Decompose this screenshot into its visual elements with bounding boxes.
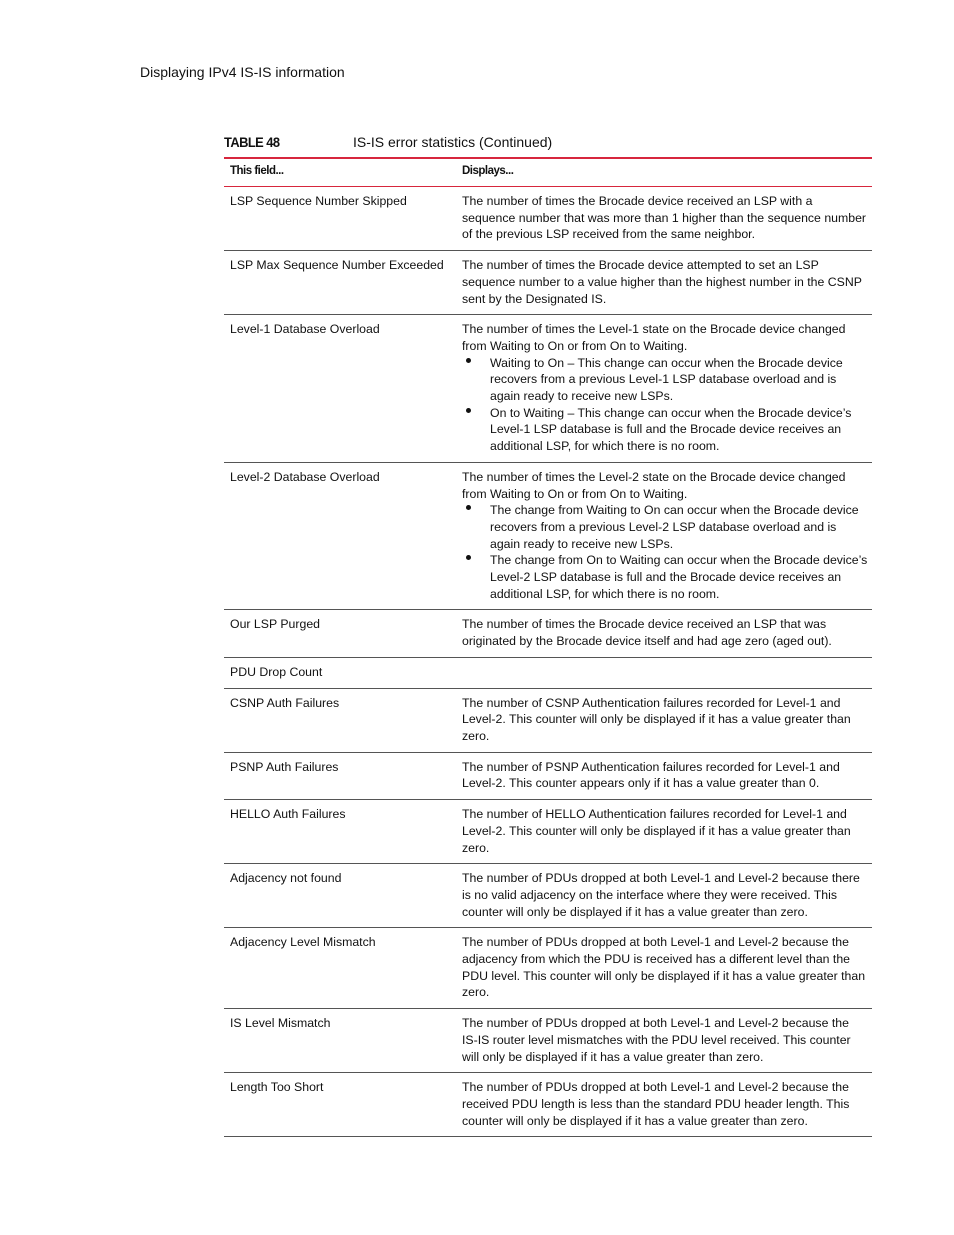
description-cell bbox=[456, 1015, 872, 1065]
table-row bbox=[224, 753, 872, 800]
description-cell bbox=[456, 870, 872, 920]
description-text: The number of times the Level-2 state on the Brocade device changed from Waiting to On or from On to Waiting. bbox=[462, 469, 846, 501]
field-name-cell: IS Level Mismatch bbox=[230, 1016, 331, 1031]
table-body bbox=[224, 187, 872, 1137]
field-name-cell: Adjacency Level Mismatch bbox=[230, 935, 376, 950]
description-cell bbox=[456, 934, 872, 1001]
bullet-list bbox=[462, 502, 868, 602]
field-name-cell: PSNP Auth Failures bbox=[230, 759, 339, 774]
description-text: The number of times the Brocade device attempted to set an LSP sequence number to a value higher than the highest number in the CSNP sent by the Designated IS. bbox=[462, 258, 862, 306]
field-name-cell: Adjacency not found bbox=[230, 871, 342, 886]
table-title: IS-IS error statistics (Continued) bbox=[353, 134, 553, 150]
field-name-cell: LSP Sequence Number Skipped bbox=[230, 194, 407, 208]
table-row bbox=[224, 800, 872, 864]
table-caption bbox=[224, 134, 872, 152]
table-row bbox=[224, 864, 872, 928]
table-row bbox=[224, 610, 872, 657]
description-text: The number of PDUs dropped at both Level-1 and Level-2 because there is no valid adjacency on the interface where they were received. This counter will only be displayed if it has a value greater than zero. bbox=[462, 871, 860, 919]
field-name-cell: PDU Drop Count bbox=[230, 664, 323, 679]
description-text: The number of PDUs dropped at both Level-1 and Level-2 because the received PDU length is less than the standard PDU header length. This counter will only be displayed if it has a value greater than zero. bbox=[462, 1080, 850, 1128]
column-header-field: This field... bbox=[230, 165, 284, 177]
description-text: The number of PDUs dropped at both Level-1 and Level-2 because the adjacency from which the PDU is received has a different level than the PDU level. This counter will only be displayed if it has a value greater than zero. bbox=[462, 935, 866, 1000]
field-name-cell: Level-1 Database Overload bbox=[230, 322, 380, 337]
table-row bbox=[224, 928, 872, 1009]
bullet-item: The change from Waiting to On can occur when the Brocade device recovers from a previous Level-2 LSP database overload and is again ready to receive new LSPs. bbox=[462, 502, 868, 552]
running-head: Displaying IPv4 IS-IS information bbox=[140, 64, 345, 80]
description-cell bbox=[456, 469, 872, 603]
table-row bbox=[224, 1073, 872, 1137]
description-text: The number of times the Brocade device received an LSP that was originated by the Brocade device itself and had age zero (aged out). bbox=[462, 617, 832, 649]
description-text: The number of HELLO Authentication failures recorded for Level-1 and Level-2. This counter will only be displayed if it has a value greater than zero. bbox=[462, 807, 851, 855]
bullet-item: The change from On to Waiting can occur when the Brocade device’s Level-2 LSP database is full and the Brocade device receives an additional LSP, for which there is no room. bbox=[462, 552, 868, 602]
description-text: The number of PSNP Authentication failures recorded for Level-1 and Level-2. This counter appears only if it has a value greater than 0. bbox=[462, 759, 840, 791]
description-text: The number of times the Brocade device received an LSP with a sequence number that was more than 1 higher than the sequence number of the previous LSP received from the same neighbor. bbox=[462, 194, 867, 242]
description-cell bbox=[456, 257, 872, 307]
table-row bbox=[224, 315, 872, 463]
field-name-cell: CSNP Auth Failures bbox=[230, 695, 340, 710]
description-text: The number of CSNP Authentication failures recorded for Level-1 and Level-2. This counter will only be displayed if it has a value greater than zero. bbox=[462, 695, 851, 743]
description-cell bbox=[456, 759, 872, 792]
table-row bbox=[224, 187, 872, 251]
table-row bbox=[224, 251, 872, 315]
description-cell bbox=[456, 695, 872, 745]
table-row bbox=[224, 1009, 872, 1073]
description-cell bbox=[456, 616, 872, 649]
description-cell bbox=[456, 193, 872, 243]
field-name-cell: Length Too Short bbox=[230, 1080, 324, 1095]
bullet-list bbox=[462, 355, 868, 455]
field-name-cell: LSP Max Sequence Number Exceeded bbox=[230, 258, 444, 273]
table-number: TABLE 48 bbox=[224, 134, 280, 150]
description-cell bbox=[456, 664, 872, 681]
field-name-cell: Level-2 Database Overload bbox=[230, 469, 380, 484]
description-cell bbox=[456, 1079, 872, 1129]
field-name-cell: Our LSP Purged bbox=[230, 617, 321, 632]
error-statistics-table bbox=[224, 157, 872, 1137]
description-text: The number of PDUs dropped at both Level-1 and Level-2 because the IS-IS router level mismatches with the PDU level received. This counter will only be displayed if it has a value greater than zero. bbox=[462, 1016, 851, 1064]
bullet-item: Waiting to On – This change can occur when the Brocade device recovers from a previous Level-1 LSP database overload and is again ready to receive new LSPs. bbox=[462, 355, 868, 405]
table-header-row bbox=[224, 159, 872, 187]
field-name-cell: HELLO Auth Failures bbox=[230, 807, 346, 822]
description-cell bbox=[456, 806, 872, 856]
table-row bbox=[224, 658, 872, 689]
column-header-displays: Displays... bbox=[462, 165, 514, 177]
bullet-item: On to Waiting – This change can occur when the Brocade device’s Level-1 LSP database is full and the Brocade device receives an additional LSP, for which there is no room. bbox=[462, 405, 868, 455]
table-row bbox=[224, 463, 872, 611]
table-row bbox=[224, 689, 872, 753]
description-cell bbox=[456, 321, 872, 455]
description-text: The number of times the Level-1 state on the Brocade device changed from Waiting to On or from On to Waiting. bbox=[462, 322, 846, 353]
